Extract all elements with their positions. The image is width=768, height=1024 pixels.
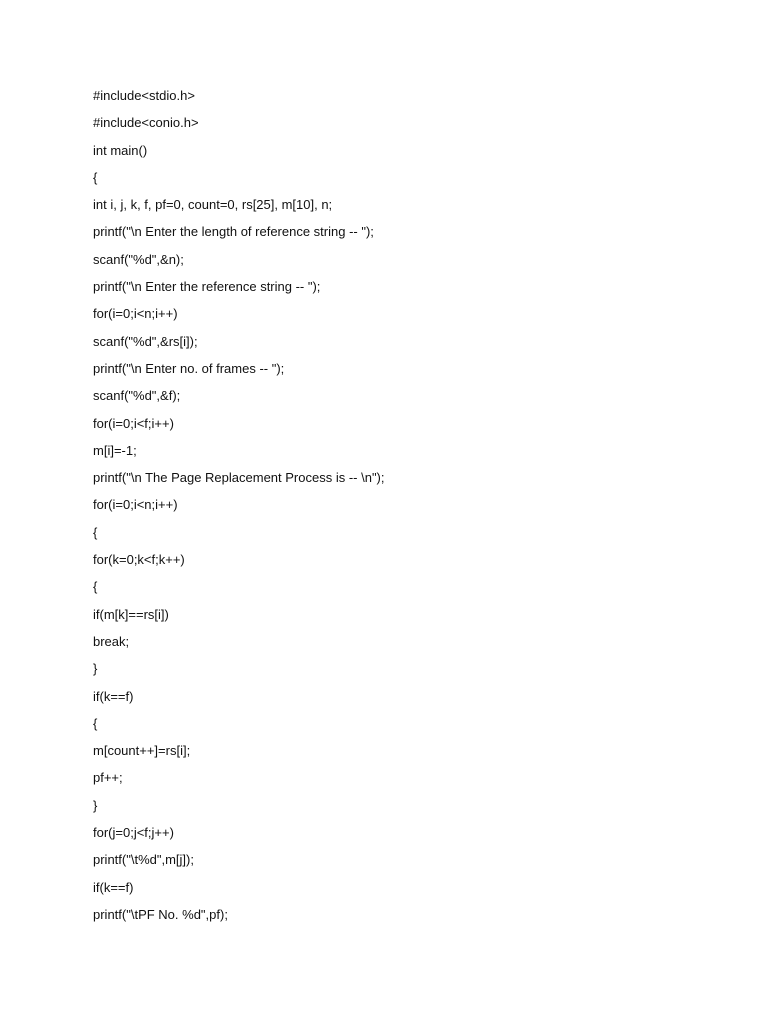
code-line: int main(): [93, 142, 148, 158]
code-line: printf("\tPF No. %d",pf);: [93, 906, 228, 922]
code-line: scanf("%d",&f);: [93, 388, 181, 404]
code-line: #include<stdio.h>: [93, 88, 195, 103]
code-listing: [93, 87, 385, 933]
code-line: for(i=0;i<n;i++): [93, 497, 178, 513]
code-line: scanf("%d",&n);: [93, 251, 184, 267]
code-line: for(k=0;k<f;k++): [93, 552, 185, 568]
code-line: }: [93, 797, 98, 813]
code-line: break;: [93, 633, 130, 649]
code-line: printf("\n Enter the length of reference string -- ");: [93, 224, 374, 240]
code-line: {: [93, 524, 98, 540]
code-line: for(j=0;j<f;j++): [93, 825, 174, 841]
code-line: {: [93, 579, 98, 595]
code-line: if(m[k]==rs[i]): [93, 606, 169, 622]
code-line: m[count++]=rs[i];: [93, 743, 191, 759]
code-line: printf("\t%d",m[j]);: [93, 852, 194, 868]
code-line: if(k==f): [93, 688, 134, 704]
code-line: if(k==f): [93, 879, 134, 895]
code-line: for(i=0;i<n;i++): [93, 306, 178, 322]
code-line: for(i=0;i<f;i++): [93, 415, 174, 431]
code-line: {: [93, 169, 98, 185]
code-line: scanf("%d",&rs[i]);: [93, 333, 198, 349]
code-line: #include<conio.h>: [93, 115, 199, 131]
code-line: m[i]=-1;: [93, 442, 137, 458]
code-line: printf("\n Enter no. of frames -- ");: [93, 360, 285, 376]
code-line: int i, j, k, f, pf=0, count=0, rs[25], m[10], n;: [93, 197, 333, 213]
code-line: pf++;: [93, 770, 123, 786]
code-line: printf("\n The Page Replacement Process is -- \n");: [93, 470, 385, 486]
code-line: printf("\n Enter the reference string -- ");: [93, 279, 321, 295]
code-line: {: [93, 715, 98, 731]
code-line: }: [93, 661, 98, 677]
